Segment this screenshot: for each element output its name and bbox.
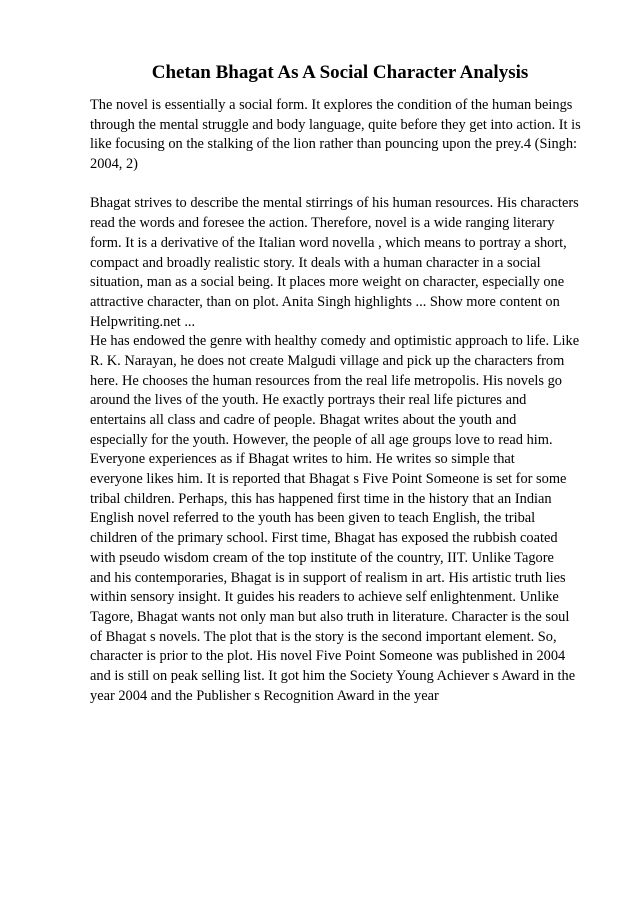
text-line: year 2004 and the Publisher s Recognition Award in the year [90,687,439,704]
text-line: especially for the youth. However, the people of all age groups love to read him. [90,431,553,448]
paragraph-gap [90,175,610,195]
text-line: everyone likes him. It is reported that Bhagat s Five Point Someone is set for some [90,471,567,488]
document-title: Chetan Bhagat As A Social Character Analysis [151,62,529,83]
text-line: character is prior to the plot. His novel Five Point Someone was published in 2004 [90,648,566,665]
text-line: around the lives of the youth. He exactly portrays their real life pictures and [90,392,527,409]
text-line: through the mental struggle and body language, quite before they get into action. It is [90,116,581,133]
text-line: Tagore, Bhagat wants not only man but also truth in literature. Character is the soul [90,608,570,625]
paragraph-2 [90,194,610,332]
document-body [90,96,610,706]
text-line: Bhagat strives to describe the mental stirrings of his human resources. His characters [90,195,579,212]
text-line: and his contemporaries, Bhagat is in support of realism in art. His artistic truth lies [90,569,566,586]
text-line: children of the primary school. First time, Bhagat has exposed the rubbish coated [90,530,558,547]
text-line: R. K. Narayan, he does not create Malgudi village and pick up the characters from [90,352,565,369]
text-line: within sensory insight. It guides his readers to achieve self enlightenment. Unlike [90,589,559,606]
text-line: attractive character, than on plot. Anita Singh highlights ... Show more content on [90,293,560,310]
paragraph-3 [90,332,610,706]
text-line: form. It is a derivative of the Italian word novella , which means to portray a short, [90,234,567,251]
text-line: entertains all class and cadre of people. Bhagat writes about the youth and [90,412,517,428]
text-line: He has endowed the genre with healthy comedy and optimistic approach to life. Like [90,333,580,350]
paragraph-1 [90,96,610,175]
text-line: The novel is essentially a social form. It explores the condition of the human beings [90,97,573,113]
text-line: here. He chooses the human resources from the real life metropolis. His novels go [90,372,562,389]
text-line: 2004, 2) [90,156,138,173]
text-line: with pseudo wisdom cream of the top institute of the country, IIT. Unlike Tagore [90,549,554,566]
text-line: Helpwriting.net ... [90,313,196,330]
text-line: and is still on peak selling list. It got him the Society Young Achiever s Award in the [90,667,576,684]
text-line: English novel referred to the youth has been given to teach English, the tribal [90,510,536,527]
text-line: read the words and foresee the action. Therefore, novel is a wide ranging literary [90,215,555,232]
text-line: tribal children. Perhaps, this has happened first time in the history that an Indian [90,490,552,507]
text-line: like focusing on the stalking of the lion rather than pouncing upon the prey.4 (Singh: [90,136,578,153]
text-line: situation, man as a social being. It places more weight on character, especially one [90,274,565,291]
text-line: Everyone experiences as if Bhagat writes to him. He writes so simple that [90,451,515,468]
text-line: compact and broadly realistic story. It deals with a human character in a social [90,254,541,271]
text-line: of Bhagat s novels. The plot that is the story is the second important element. So, [90,628,557,645]
